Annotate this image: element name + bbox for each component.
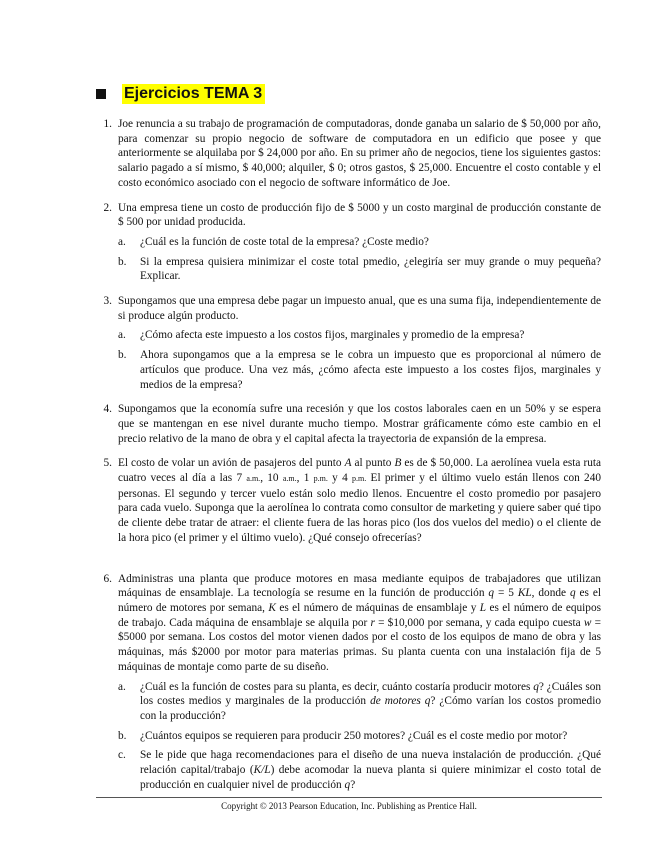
exercise-number: 6. <box>103 572 112 585</box>
sub-question-b: b. ¿Cuántos equipos se requieren para producir 250 motores? ¿Cuál es el coste medio por motor? <box>118 729 568 742</box>
footer-divider <box>96 797 602 798</box>
section-heading <box>96 84 265 104</box>
exercise-text: Administras una planta que produce motores en masa mediante equipos de trabajadores que utilizan máquinas de ensamblaje. La tecnología se resume en la función de producción q = 5 KL, donde q es el número de motores por semana, K es el número de máquinas de ensamblaje y L es el número de equipos de trabajo. Cada máquina de ensamblaje se alquila por r = $10,000 por semana, y cada equipo cuesta w = $5000 por semana. Los costos del motor vienen dados por el costo de los equipos de mano de obra y las máquinas, más $2000 por motor para materias primas. Su planta cuenta con una instalación fija de 5 máquinas de montaje como parte de su diseño. <box>118 572 601 673</box>
square-bullet-icon <box>96 89 106 99</box>
sub-question-b: b. Ahora supongamos que a la empresa se le cobra un impuesto que es proporcional al número de artículos que produce. Una vez más, ¿cómo afecta este impuesto a los costes fijos, marginales y medios de la empresa? <box>118 349 601 391</box>
exercise-3 <box>95 294 601 392</box>
exercise-text: Supongamos que una empresa debe pagar un impuesto anual, que es una suma fija, independientemente de si produce algún producto. <box>118 295 601 322</box>
exercise-text: Joe renuncia a su trabajo de programación de computadoras, donde ganaba un salario de $ 50,000 por año, para comenzar su propio negocio de software de computadora en un edificio que posee y que anteriormente se alquilaba por $ 24,000 por año. En su primer año de negocios, tiene los siguientes gastos: salario pagado a sí mismo, $ 40,000; alquiler, $ 0; otros gastos, $ 25,000. Encuentre el costo contable y el costo económico asociado con el negocio de software informático de Joe. <box>118 118 601 189</box>
exercise-number: 3. <box>103 295 112 308</box>
exercise-6 <box>95 572 601 793</box>
exercise-5 <box>95 456 601 545</box>
exercise-4 <box>95 402 601 446</box>
sub-question-a: a. ¿Cuál es la función de costes para su planta, es decir, cuánto costaría producir motores q? ¿Cuáles son los costes medios y marginales de la producción de motores q? ¿Cómo varían los costos promedio con la producción? <box>118 680 602 722</box>
exercise-1 <box>95 117 601 191</box>
footer-copyright: Copyright © 2013 Pearson Education, Inc. Publishing as Prentice Hall. <box>221 801 477 811</box>
exercise-text: Una empresa tiene un costo de producción fijo de $ 5000 y un costo marginal de producción constante de $ 500 por unidad producida. <box>118 201 601 229</box>
sub-question-c: c. Se le pide que haga recomendaciones para el diseño de una nueva instalación de producción. ¿Qué relación capital/trabajo (K/L) debe acomodar la nueva planta si quiere minimizar el costo total de producción en cualquier nivel de producción q? <box>118 749 601 791</box>
sub-question-a: a. ¿Cuál es la función de coste total de la empresa? ¿Coste medio? <box>118 235 429 248</box>
exercise-number: 2. <box>103 201 112 214</box>
exercise-list <box>95 117 601 792</box>
exercise-text: Supongamos que la economía sufre una recesión y que los costos laborales caen en un 50% y se espera que se mantengan en ese nivel durante mucho tiempo. Mostrar gráficamente cómo este cambio en el precio relativo de la mano de obra y el capital afecta la trayectoria de expansión de la empresa. <box>118 403 601 445</box>
exercise-number: 4. <box>103 403 112 416</box>
sub-question-b: b. Si la empresa quisiera minimizar el coste total pmedio, ¿elegiría ser muy grande o muy pequeña? Explicar. <box>118 255 601 283</box>
exercise-2 <box>95 201 601 285</box>
sub-question-a: a. ¿Cómo afecta este impuesto a los costos fijos, marginales y promedio de la empresa? <box>118 329 525 342</box>
exercise-number: 1. <box>103 118 112 130</box>
exercise-number: 5. <box>103 457 112 470</box>
page-title: Ejercicios TEMA 3 <box>122 84 265 104</box>
exercise-text: El costo de volar un avión de pasajeros del punto A al punto B es de $ 50,000. La aerolínea vuela esta ruta cuatro veces al día a las 7 a.m., 10 a.m., 1 p.m. y 4 p.m. El primer y el último vuelo están llenos con 240 personas. El segundo y tercer vuelo están solo medio llenos. Encuentre el costo promedio por pasajero para cada vuelo. Suponga que la aerolínea lo contrata como consultor de marketing y quiere saber qué tipo de cliente debe tratar de atraer: el cliente fuera de las horas pico (los dos vuelos del medio) o el cliente de la hora pico (el primer y el último vuelo). ¿Qué consejo ofrecerías? <box>118 457 602 544</box>
